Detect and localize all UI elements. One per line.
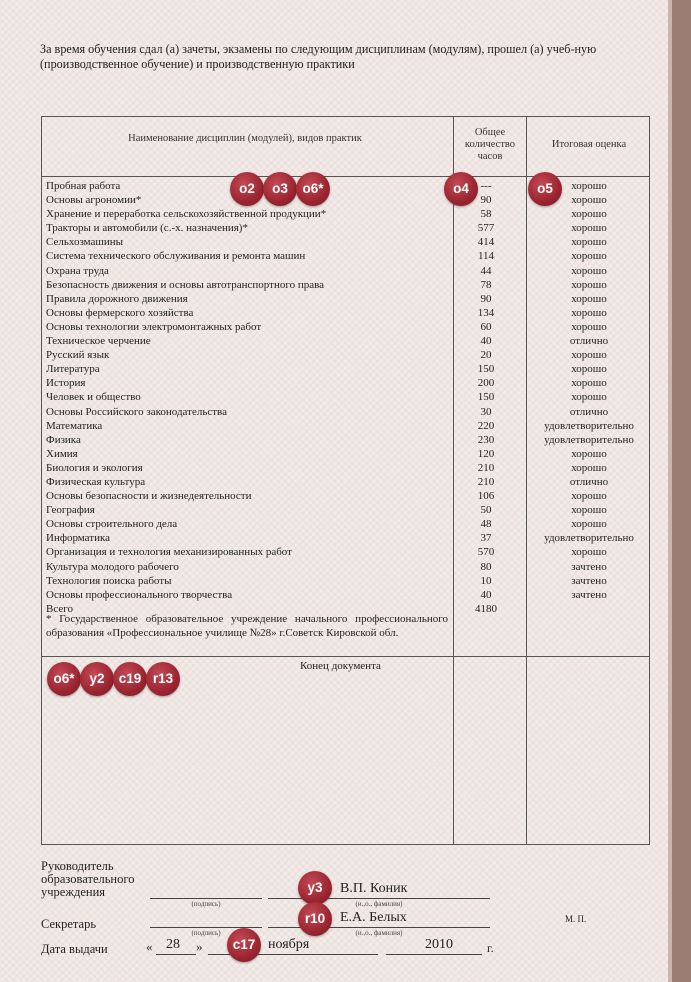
discipline-name: Основы Российского законодательства — [46, 405, 227, 418]
discipline-name: Основы агрономии* — [46, 194, 142, 207]
grade-value: хорошо — [571, 490, 607, 503]
badge-y2[interactable]: y2 — [80, 662, 114, 696]
table-row — [46, 390, 646, 404]
hours-value: 570 — [477, 546, 495, 559]
grade-value: хорошо — [571, 278, 607, 291]
hours-value: 150 — [477, 391, 495, 404]
hours-value: 50 — [480, 504, 492, 517]
grade-value: хорошо — [571, 377, 607, 390]
table-row — [46, 489, 646, 503]
head-sign-caption: (подпись) — [191, 900, 221, 908]
date-close-quote: » — [196, 939, 203, 954]
grade-value: зачтено — [571, 560, 607, 573]
grade-value: хорошо — [571, 180, 607, 192]
discipline-name: Основы безопасности и жизнедеятельности — [46, 490, 252, 503]
date-label: Дата выдачи — [41, 942, 108, 956]
grade-value: зачтено — [571, 588, 607, 601]
discipline-name: География — [46, 504, 95, 517]
badge-o4[interactable]: o4 — [444, 172, 478, 206]
table-row — [46, 362, 646, 376]
page-edge — [672, 0, 691, 982]
date-month: ноября — [268, 937, 310, 952]
table-row — [46, 419, 646, 433]
discipline-name: Основы технологии электромонтажных работ — [46, 320, 262, 333]
discipline-name: Всего — [46, 602, 73, 615]
badge-c19[interactable]: c19 — [113, 662, 147, 696]
secretary-sign-caption: (подпись) — [191, 929, 221, 937]
table-row — [46, 249, 646, 263]
badge-y3[interactable]: y3 — [298, 871, 332, 905]
discipline-name: Культура молодого рабочего — [46, 560, 179, 573]
badge-r13[interactable]: r13 — [146, 662, 180, 696]
hours-value: 58 — [480, 208, 492, 221]
table-row — [46, 221, 646, 235]
discipline-name: Математика — [46, 419, 103, 432]
grade-value: удовлетворительно — [544, 532, 634, 545]
table-row — [46, 292, 646, 306]
head-sign-line — [150, 898, 262, 899]
grade-value: хорошо — [571, 264, 607, 277]
grade-value: отлично — [569, 335, 609, 348]
discipline-name: Химия — [46, 447, 78, 460]
table-row — [46, 475, 646, 489]
discipline-name: Основы профессионального творчества — [46, 588, 233, 601]
hours-value: 60 — [480, 320, 492, 333]
hours-value: 90 — [480, 194, 492, 207]
table-row — [46, 461, 646, 475]
hours-value: 114 — [477, 250, 495, 263]
hours-value: 220 — [477, 419, 495, 432]
badge-o6-top[interactable]: o6* — [296, 172, 330, 206]
grade-value: хорошо — [571, 194, 607, 207]
badge-r10[interactable]: r10 — [298, 902, 332, 936]
badge-o2[interactable]: o2 — [230, 172, 264, 206]
head-name: В.П. Коник — [340, 881, 408, 896]
discipline-name: Литература — [46, 363, 100, 376]
badge-c17[interactable]: c17 — [227, 928, 261, 962]
grade-value: отлично — [569, 475, 609, 488]
hours-value: 90 — [480, 292, 492, 305]
discipline-name: Тракторы и автомобили (с.-х. назначения)* — [46, 222, 248, 235]
discipline-name: Человек и общество — [46, 391, 141, 404]
discipline-name: Физическая культура — [46, 475, 146, 488]
table-row — [46, 376, 646, 390]
table-row — [46, 588, 646, 602]
discipline-name: Система технического обслуживания и ремонта машин — [46, 250, 306, 263]
discipline-name: Информатика — [46, 532, 111, 545]
hours-value: 10 — [480, 574, 492, 587]
hours-value: 106 — [477, 490, 495, 503]
discipline-name: История — [46, 377, 86, 390]
hours-value: 230 — [477, 433, 495, 446]
discipline-name: Сельхозмашины — [46, 236, 124, 249]
badge-o6-bottom[interactable]: o6* — [47, 662, 81, 696]
discipline-name: Основы строительного дела — [46, 518, 178, 531]
header-name: Наименование дисциплин (модулей), видов практик — [128, 133, 362, 144]
table-row — [46, 574, 646, 588]
secretary-name: Е.А. Белых — [340, 910, 407, 925]
intro-text: За время обучения сдал (а) зачеты, экзамены по следующим дисциплинам (модулям), прошел (а) учеб-ную (производственное обучение) и производственную практики — [40, 42, 597, 71]
badge-o5[interactable]: o5 — [528, 172, 562, 206]
date-year: 2010 — [425, 937, 453, 952]
grade-value: отлично — [569, 405, 609, 418]
secretary-label: Секретарь — [41, 917, 97, 931]
grade-value: хорошо — [571, 349, 607, 362]
table-row — [46, 348, 646, 362]
table-body — [46, 179, 646, 616]
head-label: Руководитель образовательного учреждения — [41, 859, 135, 899]
grade-value: хорошо — [571, 250, 607, 263]
hours-value: 200 — [477, 377, 495, 390]
grade-value: хорошо — [571, 363, 607, 376]
discipline-name: Технология поиска работы — [46, 574, 172, 587]
discipline-name: Основы фермерского хозяйства — [46, 306, 194, 319]
discipline-name: Безопасность движения и основы автотранспортного права — [46, 278, 325, 291]
table-row — [46, 545, 646, 559]
header-divider — [41, 176, 650, 177]
head-name-caption: (и.,о., фамилия) — [355, 900, 403, 908]
grade-value: хорошо — [571, 504, 607, 517]
date-year-line — [386, 954, 482, 955]
hours-value: 40 — [480, 588, 492, 601]
table-row — [46, 560, 646, 574]
hours-value: 4180 — [475, 602, 497, 615]
discipline-name: Хранение и переработка сельскохозяйственной продукции* — [46, 208, 327, 221]
discipline-name: Физика — [46, 433, 81, 446]
discipline-name: Русский язык — [46, 349, 110, 362]
grade-value: хорошо — [571, 292, 607, 305]
header-hours: Общее количество часов — [464, 127, 516, 162]
hours-value: 30 — [480, 405, 492, 418]
grade-value: хорошо — [571, 208, 607, 221]
table-row — [46, 447, 646, 461]
date-year-suffix: г. — [487, 941, 494, 955]
hours-value: --- — [480, 180, 492, 192]
table-row — [46, 278, 646, 292]
date-day-line — [156, 954, 196, 955]
hours-value: 210 — [477, 461, 495, 474]
table-row — [46, 503, 646, 517]
hours-value: 414 — [477, 236, 495, 249]
grade-value: хорошо — [571, 306, 607, 319]
discipline-name: Биология и экология — [46, 461, 143, 474]
hours-value: 120 — [477, 447, 495, 460]
header-grade: Итоговая оценка — [551, 139, 627, 150]
grade-value: хорошо — [571, 546, 607, 559]
secretary-name-caption: (и.,о., фамилия) — [355, 929, 403, 937]
grade-value: хорошо — [571, 447, 607, 460]
hours-value: 78 — [480, 278, 492, 291]
grade-value: хорошо — [571, 320, 607, 333]
table-row — [46, 235, 646, 249]
hours-value: 40 — [480, 335, 492, 348]
table-row — [46, 334, 646, 348]
hours-value: 20 — [480, 349, 492, 362]
hours-value: 150 — [477, 363, 495, 376]
grade-value: хорошо — [571, 391, 607, 404]
discipline-name: Организация и технология механизированных работ — [46, 546, 292, 559]
hours-value: 44 — [480, 264, 492, 277]
discipline-name: Правила дорожного движения — [46, 292, 188, 305]
table-row — [46, 405, 646, 419]
table-row — [46, 433, 646, 447]
grade-value: хорошо — [571, 461, 607, 474]
date-open-quote: « — [146, 939, 153, 954]
grade-value: хорошо — [571, 222, 607, 235]
grade-value: зачтено — [571, 574, 607, 587]
discipline-name: Пробная работа — [46, 180, 121, 192]
table-row — [46, 531, 646, 545]
grade-value: удовлетворительно — [544, 433, 634, 446]
table-row — [46, 517, 646, 531]
table-row — [46, 264, 646, 278]
grade-value: хорошо — [571, 518, 607, 531]
grade-value: хорошо — [571, 236, 607, 249]
table-row — [46, 306, 646, 320]
table-row — [46, 320, 646, 334]
grade-value: удовлетворительно — [544, 419, 634, 432]
table-row — [46, 207, 646, 221]
badge-o3[interactable]: o3 — [263, 172, 297, 206]
date-day: 28 — [166, 937, 180, 952]
discipline-name: Техническое черчение — [46, 335, 151, 348]
hours-value: 80 — [480, 560, 492, 573]
hours-value: 37 — [480, 532, 492, 545]
end-of-document: Конец документа — [300, 660, 381, 672]
footnote: * Государственное образовательное учреждение начального профессионального образования «Профессиональное училище №28» г.Советск Кировской обл. — [46, 613, 448, 639]
content-divider — [41, 656, 650, 657]
hours-value: 134 — [477, 306, 495, 319]
hours-value: 577 — [477, 222, 495, 235]
hours-value: 48 — [480, 518, 492, 531]
stamp-place: М. П. — [565, 914, 587, 924]
hours-value: 210 — [477, 475, 495, 488]
discipline-name: Охрана труда — [46, 264, 109, 277]
